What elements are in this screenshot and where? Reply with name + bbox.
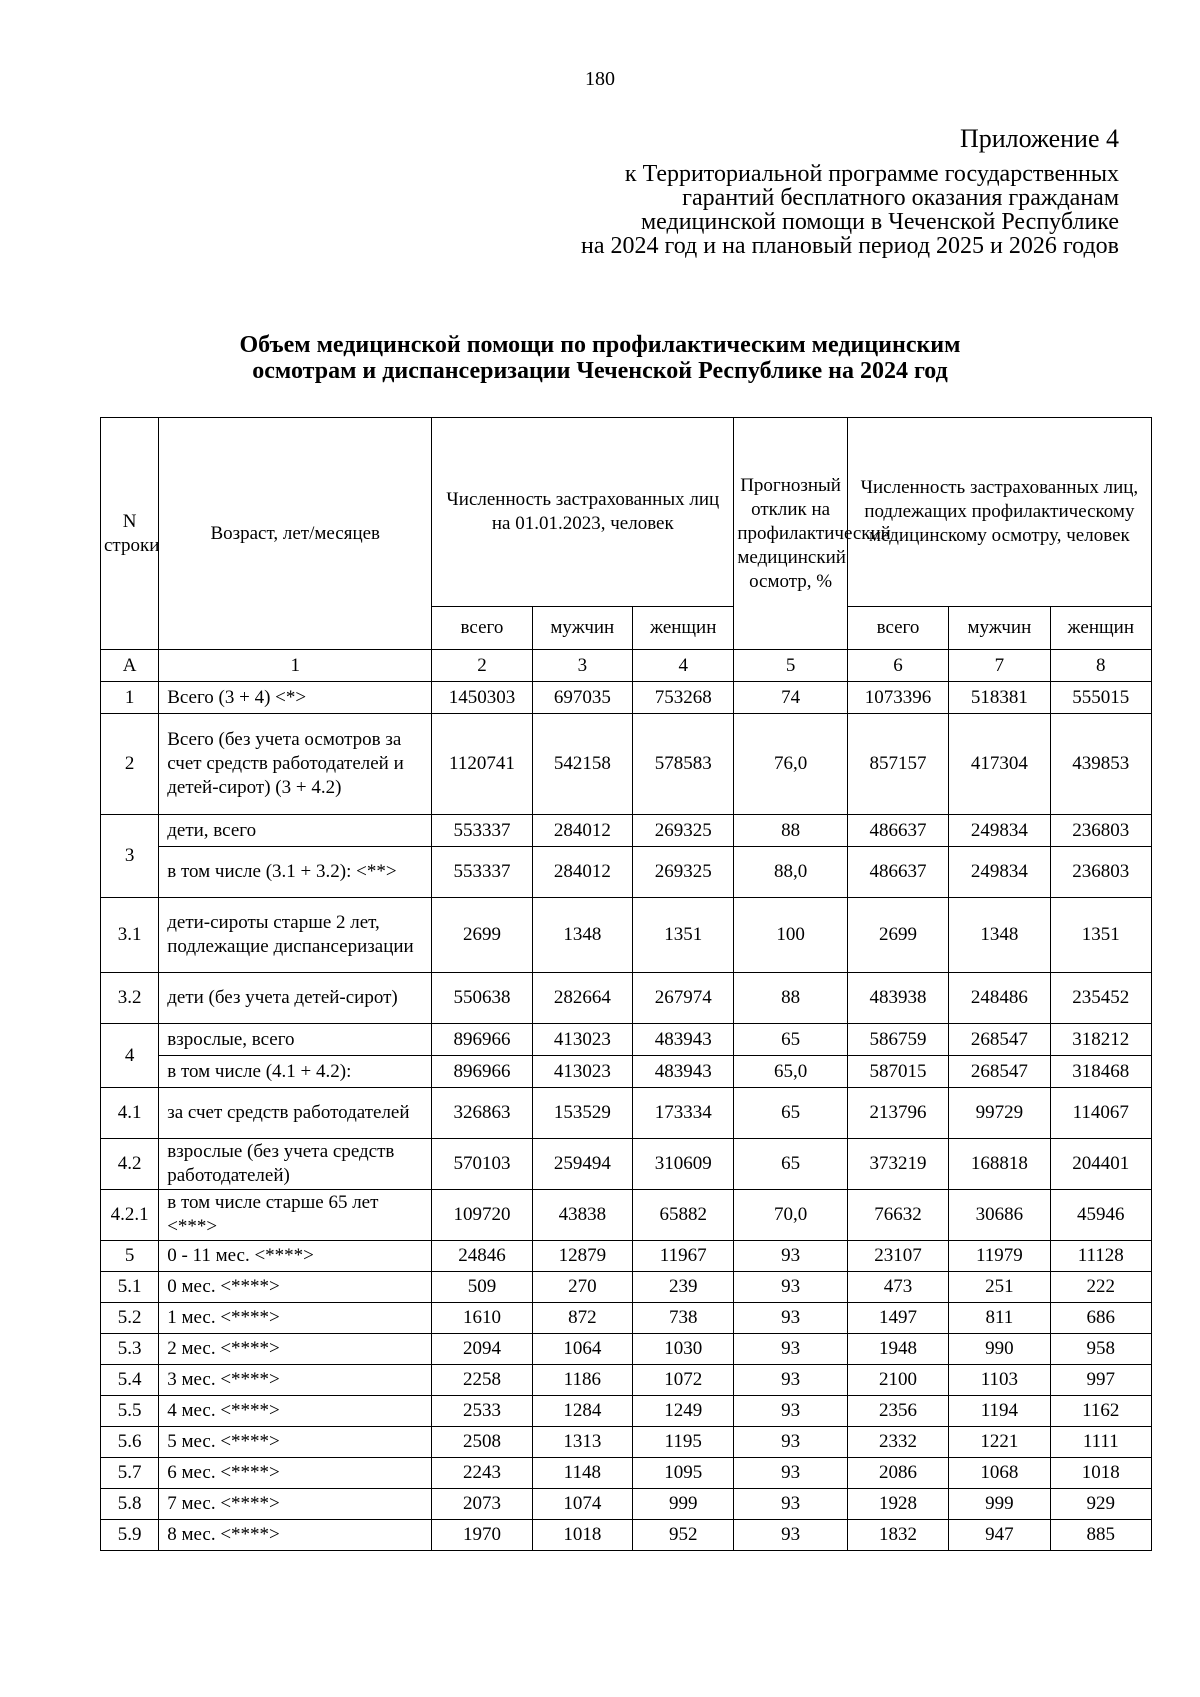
cell-insured-women: 1072: [633, 1365, 734, 1396]
cell-subject-women: 114067: [1050, 1088, 1151, 1139]
cell-insured-total: 896966: [432, 1024, 532, 1056]
cell-insured-women: 999: [633, 1489, 734, 1520]
cell-insured-women: 952: [633, 1520, 734, 1551]
index-cell: А: [101, 650, 159, 682]
cell-response: 88,0: [734, 847, 847, 898]
row-number: 4.2.1: [101, 1190, 159, 1241]
cell-subject-total: 1073396: [847, 682, 948, 714]
cell-subject-men: 249834: [949, 847, 1050, 898]
cell-insured-men: 1074: [532, 1489, 632, 1520]
row-label: в том числе старше 65 лет <***>: [159, 1190, 432, 1241]
cell-insured-men: 284012: [532, 847, 632, 898]
row-label: взрослые, всего: [159, 1024, 432, 1056]
appendix-line: медицинской помощи в Чеченской Республике: [640, 209, 1119, 235]
cell-insured-men: 697035: [532, 682, 632, 714]
row-label: 5 мес. <****>: [159, 1427, 432, 1458]
cell-subject-women: 1018: [1050, 1458, 1151, 1489]
row-number: 5.1: [101, 1272, 159, 1303]
table-row: [101, 1458, 1152, 1489]
index-cell: 2: [432, 650, 532, 682]
cell-subject-total: 2699: [847, 898, 948, 973]
cell-insured-total: 1450303: [432, 682, 532, 714]
index-cell: 4: [633, 650, 734, 682]
row-label: 0 - 11 мес. <****>: [159, 1241, 432, 1272]
cell-insured-men: 1064: [532, 1334, 632, 1365]
row-number: 5.7: [101, 1458, 159, 1489]
row-label: дети-сироты старше 2 лет, подлежащие диспансеризации: [159, 898, 432, 973]
cell-response: 65: [734, 1088, 847, 1139]
cell-insured-men: 284012: [532, 815, 632, 847]
table-row: [101, 815, 1152, 847]
cell-insured-women: 578583: [633, 714, 734, 815]
cell-insured-total: 1120741: [432, 714, 532, 815]
cell-insured-women: 1351: [633, 898, 734, 973]
header-row: [101, 418, 1152, 607]
cell-insured-men: 43838: [532, 1190, 632, 1241]
row-label: в том числе (3.1 + 3.2): <**>: [159, 847, 432, 898]
cell-subject-men: 268547: [949, 1056, 1050, 1088]
document-title: [100, 332, 1100, 384]
cell-insured-men: 542158: [532, 714, 632, 815]
cell-subject-total: 76632: [847, 1190, 948, 1241]
cell-subject-women: 11128: [1050, 1241, 1151, 1272]
cell-subject-men: 417304: [949, 714, 1050, 815]
row-number: 5: [101, 1241, 159, 1272]
cell-subject-women: 439853: [1050, 714, 1151, 815]
cell-subject-total: 473: [847, 1272, 948, 1303]
row-number: 5.5: [101, 1396, 159, 1427]
table-row: [101, 1489, 1152, 1520]
cell-response: 65,0: [734, 1056, 847, 1088]
header-insured: Численность застрахованных лиц на 01.01.2023, человек: [432, 418, 734, 607]
cell-response: 70,0: [734, 1190, 847, 1241]
cell-insured-men: 282664: [532, 973, 632, 1024]
cell-insured-total: 553337: [432, 815, 532, 847]
cell-subject-men: 1103: [949, 1365, 1050, 1396]
cell-response: 93: [734, 1272, 847, 1303]
cell-subject-women: 1351: [1050, 898, 1151, 973]
index-row: [101, 650, 1152, 682]
subheader-total: всего: [432, 607, 532, 650]
index-cell: 5: [734, 650, 847, 682]
cell-response: 74: [734, 682, 847, 714]
cell-insured-women: 738: [633, 1303, 734, 1334]
row-label: за счет средств работодателей: [159, 1088, 432, 1139]
cell-subject-total: 2332: [847, 1427, 948, 1458]
cell-insured-women: 310609: [633, 1139, 734, 1190]
cell-insured-total: 1610: [432, 1303, 532, 1334]
cell-insured-men: 1186: [532, 1365, 632, 1396]
table-row: [101, 1024, 1152, 1056]
document-title-line: осмотрам и диспансеризации Чеченской Республике на 2024 год: [252, 358, 948, 384]
cell-response: 76,0: [734, 714, 847, 815]
index-cell: 3: [532, 650, 632, 682]
cell-insured-total: 553337: [432, 847, 532, 898]
page-number: 180: [585, 68, 615, 90]
row-number: 2: [101, 714, 159, 815]
cell-subject-men: 249834: [949, 815, 1050, 847]
row-label: 0 мес. <****>: [159, 1272, 432, 1303]
cell-insured-women: 267974: [633, 973, 734, 1024]
cell-response: 93: [734, 1458, 847, 1489]
cell-insured-men: 153529: [532, 1088, 632, 1139]
cell-response: 93: [734, 1365, 847, 1396]
row-label: Всего (3 + 4) <*>: [159, 682, 432, 714]
cell-subject-men: 1068: [949, 1458, 1050, 1489]
row-label: 2 мес. <****>: [159, 1334, 432, 1365]
index-cell: 6: [847, 650, 948, 682]
cell-insured-women: 753268: [633, 682, 734, 714]
row-number: 5.4: [101, 1365, 159, 1396]
subheader-men: мужчин: [532, 607, 632, 650]
subheader-total: всего: [847, 607, 948, 650]
row-number: 5.2: [101, 1303, 159, 1334]
cell-insured-men: 1284: [532, 1396, 632, 1427]
cell-subject-total: 1497: [847, 1303, 948, 1334]
cell-insured-men: 1018: [532, 1520, 632, 1551]
cell-response: 65: [734, 1024, 847, 1056]
table-row: [101, 1365, 1152, 1396]
cell-subject-women: 555015: [1050, 682, 1151, 714]
row-label: в том числе (4.1 + 4.2):: [159, 1056, 432, 1088]
cell-response: 93: [734, 1303, 847, 1334]
cell-subject-total: 587015: [847, 1056, 948, 1088]
cell-subject-women: 885: [1050, 1520, 1151, 1551]
row-number: 5.6: [101, 1427, 159, 1458]
subheader-men: мужчин: [949, 607, 1050, 650]
cell-subject-women: 1162: [1050, 1396, 1151, 1427]
cell-insured-women: 1249: [633, 1396, 734, 1427]
cell-subject-total: 857157: [847, 714, 948, 815]
cell-response: 93: [734, 1241, 847, 1272]
cell-insured-men: 1348: [532, 898, 632, 973]
cell-insured-total: 509: [432, 1272, 532, 1303]
cell-subject-women: 222: [1050, 1272, 1151, 1303]
row-label: 3 мес. <****>: [159, 1365, 432, 1396]
cell-subject-total: 1832: [847, 1520, 948, 1551]
table-row: [101, 973, 1152, 1024]
cell-subject-women: 958: [1050, 1334, 1151, 1365]
appendix-title: Приложение 4: [959, 124, 1119, 153]
row-number: 5.8: [101, 1489, 159, 1520]
cell-subject-total: 23107: [847, 1241, 948, 1272]
cell-subject-men: 811: [949, 1303, 1050, 1334]
cell-insured-men: 413023: [532, 1056, 632, 1088]
cell-insured-women: 269325: [633, 815, 734, 847]
row-label: 4 мес. <****>: [159, 1396, 432, 1427]
cell-insured-men: 1313: [532, 1427, 632, 1458]
cell-subject-men: 1221: [949, 1427, 1050, 1458]
table-row: [101, 1396, 1152, 1427]
cell-subject-women: 235452: [1050, 973, 1151, 1024]
header-subject: Численность застрахованных лиц, подлежащих профилактическому медицинскому осмотру, человек: [847, 418, 1151, 607]
cell-subject-men: 30686: [949, 1190, 1050, 1241]
row-number: 3: [101, 815, 159, 898]
table-row: [101, 847, 1152, 898]
table-row: [101, 1520, 1152, 1551]
cell-insured-total: 1970: [432, 1520, 532, 1551]
cell-subject-total: 486637: [847, 847, 948, 898]
index-cell: 8: [1050, 650, 1151, 682]
cell-insured-women: 269325: [633, 847, 734, 898]
cell-subject-total: 1948: [847, 1334, 948, 1365]
cell-response: 93: [734, 1396, 847, 1427]
cell-insured-total: 2094: [432, 1334, 532, 1365]
cell-insured-total: 2073: [432, 1489, 532, 1520]
table-row: [101, 714, 1152, 815]
row-label: 6 мес. <****>: [159, 1458, 432, 1489]
cell-insured-total: 550638: [432, 973, 532, 1024]
cell-insured-total: 896966: [432, 1056, 532, 1088]
cell-subject-men: 248486: [949, 973, 1050, 1024]
row-number: 3.2: [101, 973, 159, 1024]
row-label: взрослые (без учета средств работодателей): [159, 1139, 432, 1190]
cell-insured-women: 239: [633, 1272, 734, 1303]
table-row: [101, 682, 1152, 714]
cell-response: 100: [734, 898, 847, 973]
cell-insured-women: 1095: [633, 1458, 734, 1489]
cell-insured-men: 259494: [532, 1139, 632, 1190]
cell-subject-total: 486637: [847, 815, 948, 847]
index-cell: 1: [159, 650, 432, 682]
cell-subject-total: 483938: [847, 973, 948, 1024]
row-label: дети (без учета детей-сирот): [159, 973, 432, 1024]
header-age: Возраст, лет/месяцев: [159, 418, 432, 650]
cell-insured-total: 570103: [432, 1139, 532, 1190]
cell-insured-total: 2508: [432, 1427, 532, 1458]
cell-insured-men: 413023: [532, 1024, 632, 1056]
cell-insured-total: 109720: [432, 1190, 532, 1241]
cell-response: 88: [734, 815, 847, 847]
cell-insured-men: 872: [532, 1303, 632, 1334]
row-label: 8 мес. <****>: [159, 1520, 432, 1551]
cell-insured-men: 12879: [532, 1241, 632, 1272]
cell-subject-women: 236803: [1050, 815, 1151, 847]
cell-insured-total: 2533: [432, 1396, 532, 1427]
cell-subject-total: 2086: [847, 1458, 948, 1489]
cell-subject-women: 997: [1050, 1365, 1151, 1396]
subheader-women: женщин: [633, 607, 734, 650]
cell-subject-total: 1928: [847, 1489, 948, 1520]
cell-subject-total: 2356: [847, 1396, 948, 1427]
appendix-line: на 2024 год и на плановый период 2025 и 2026 годов: [580, 233, 1119, 259]
cell-subject-women: 318468: [1050, 1056, 1151, 1088]
cell-insured-total: 326863: [432, 1088, 532, 1139]
table-row: [101, 1190, 1152, 1241]
table-row: [101, 1088, 1152, 1139]
row-number: 4: [101, 1024, 159, 1088]
cell-subject-women: 204401: [1050, 1139, 1151, 1190]
cell-insured-total: 2699: [432, 898, 532, 973]
cell-insured-women: 483943: [633, 1056, 734, 1088]
cell-subject-men: 99729: [949, 1088, 1050, 1139]
cell-subject-women: 45946: [1050, 1190, 1151, 1241]
row-label: Всего (без учета осмотров за счет средств работодателей и детей-сирот) (3 + 4.2): [159, 714, 432, 815]
cell-insured-men: 1148: [532, 1458, 632, 1489]
cell-subject-total: 586759: [847, 1024, 948, 1056]
cell-insured-total: 2243: [432, 1458, 532, 1489]
subheader-women: женщин: [1050, 607, 1151, 650]
cell-response: 93: [734, 1334, 847, 1365]
cell-response: 88: [734, 973, 847, 1024]
table-row: [101, 1272, 1152, 1303]
cell-insured-women: 11967: [633, 1241, 734, 1272]
cell-subject-men: 11979: [949, 1241, 1050, 1272]
cell-subject-men: 990: [949, 1334, 1050, 1365]
cell-response: 93: [734, 1520, 847, 1551]
row-label: 1 мес. <****>: [159, 1303, 432, 1334]
cell-subject-men: 999: [949, 1489, 1050, 1520]
appendix-line: гарантий бесплатного оказания гражданам: [682, 185, 1119, 211]
cell-response: 93: [734, 1427, 847, 1458]
cell-subject-men: 1194: [949, 1396, 1050, 1427]
cell-insured-women: 65882: [633, 1190, 734, 1241]
row-number: 5.3: [101, 1334, 159, 1365]
cell-subject-women: 318212: [1050, 1024, 1151, 1056]
row-number: 4.1: [101, 1088, 159, 1139]
cell-insured-total: 24846: [432, 1241, 532, 1272]
cell-response: 93: [734, 1489, 847, 1520]
index-cell: 7: [949, 650, 1050, 682]
row-number: 4.2: [101, 1139, 159, 1190]
cell-subject-men: 947: [949, 1520, 1050, 1551]
table-row: [101, 1334, 1152, 1365]
cell-subject-men: 168818: [949, 1139, 1050, 1190]
cell-subject-men: 268547: [949, 1024, 1050, 1056]
table-row: [101, 1303, 1152, 1334]
table-row: [101, 1139, 1152, 1190]
cell-insured-women: 1195: [633, 1427, 734, 1458]
appendix-subtitle: [419, 162, 1119, 258]
cell-response: 65: [734, 1139, 847, 1190]
cell-subject-women: 686: [1050, 1303, 1151, 1334]
cell-subject-men: 251: [949, 1272, 1050, 1303]
header-row-number: N строки: [101, 418, 159, 650]
table-row: [101, 898, 1152, 973]
cell-subject-total: 373219: [847, 1139, 948, 1190]
cell-insured-women: 483943: [633, 1024, 734, 1056]
table-row: [101, 1427, 1152, 1458]
row-number: 5.9: [101, 1520, 159, 1551]
cell-subject-men: 1348: [949, 898, 1050, 973]
row-label: дети, всего: [159, 815, 432, 847]
cell-insured-women: 1030: [633, 1334, 734, 1365]
cell-subject-total: 2100: [847, 1365, 948, 1396]
appendix-line: к Территориальной программе государственных: [624, 161, 1119, 187]
table-row: [101, 1241, 1152, 1272]
table-row: [101, 1056, 1152, 1088]
cell-subject-total: 213796: [847, 1088, 948, 1139]
cell-subject-women: 929: [1050, 1489, 1151, 1520]
row-number: 3.1: [101, 898, 159, 973]
cell-subject-women: 236803: [1050, 847, 1151, 898]
row-number: 1: [101, 682, 159, 714]
row-label: 7 мес. <****>: [159, 1489, 432, 1520]
volume-table: [100, 417, 1152, 1551]
cell-insured-women: 173334: [633, 1088, 734, 1139]
cell-insured-men: 270: [532, 1272, 632, 1303]
cell-subject-men: 518381: [949, 682, 1050, 714]
header-response: Прогнозный отклик на профилактический медицинский осмотр, %: [734, 418, 847, 650]
cell-subject-women: 1111: [1050, 1427, 1151, 1458]
cell-insured-total: 2258: [432, 1365, 532, 1396]
document-title-line: Объем медицинской помощи по профилактическим медицинским: [239, 332, 961, 358]
